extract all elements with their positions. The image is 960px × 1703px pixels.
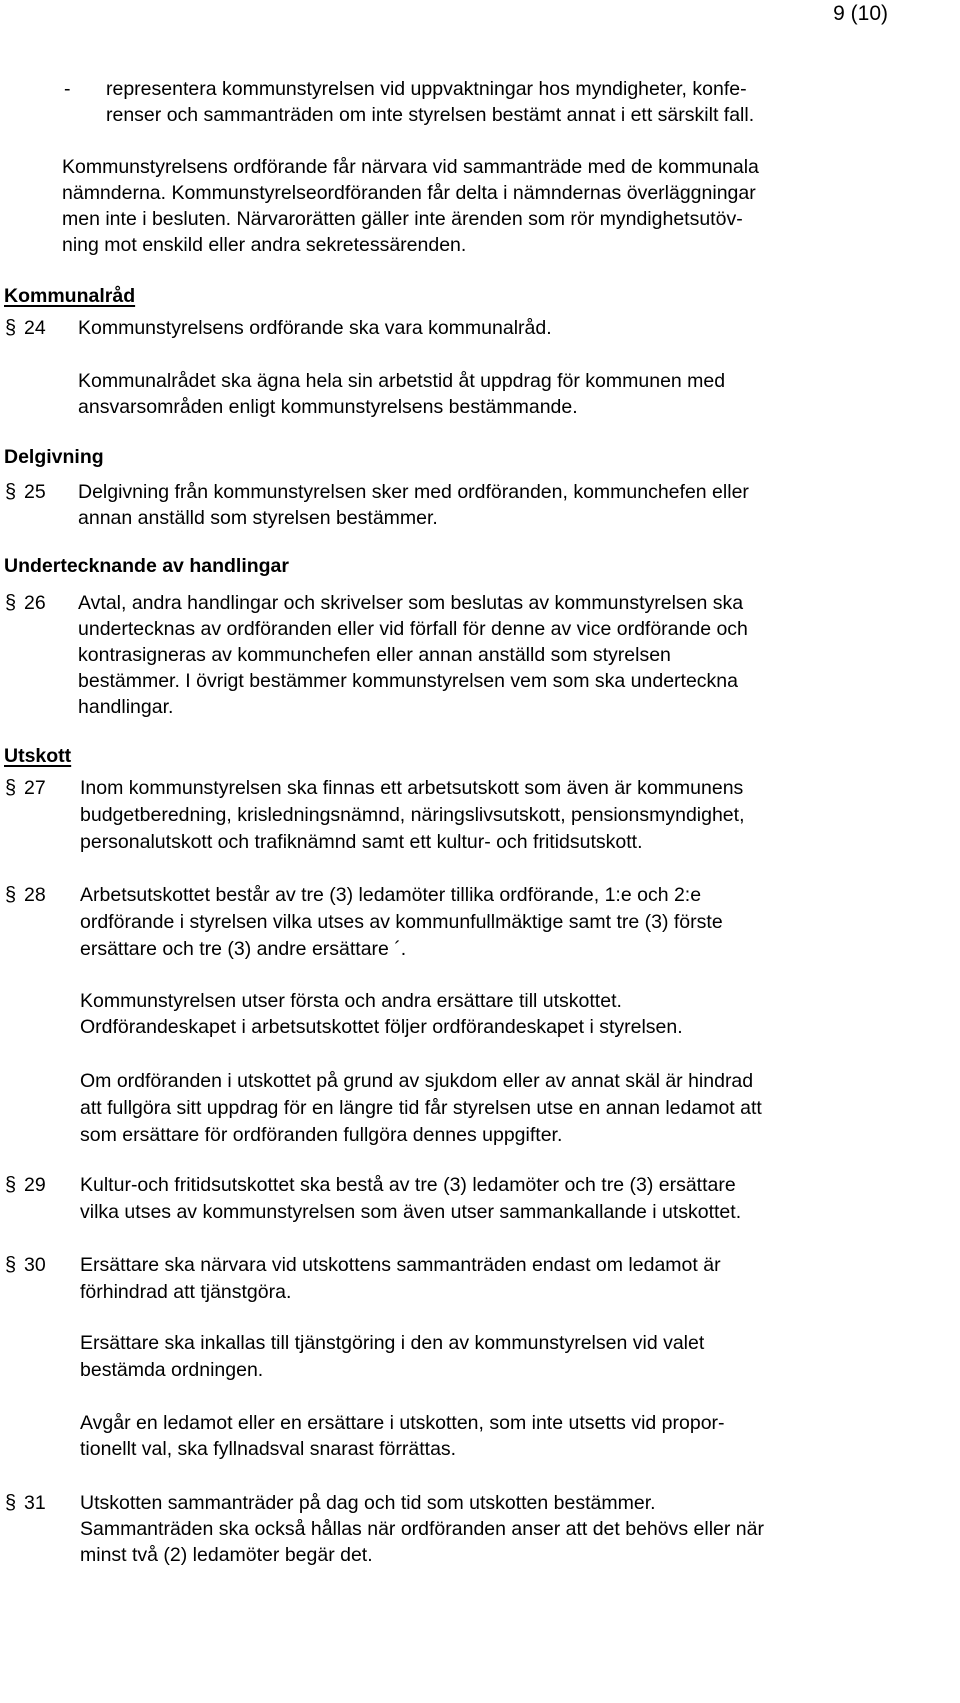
- paragraph-number: 29: [24, 1174, 46, 1196]
- text-line: undertecknas av ordföranden eller vid förfall för denne av vice ordförande och: [78, 618, 748, 640]
- text-line: Kultur-och fritidsutskottet ska bestå av tre (3) ledamöter och tre (3) ersättare: [80, 1174, 736, 1196]
- section-sign: §: [5, 1174, 17, 1196]
- text-line: Kommunstyrelsen utser första och andra ersättare till utskottet.: [80, 990, 622, 1012]
- text-line: Ersättare ska inkallas till tjänstgöring i den av kommunstyrelsen vid valet: [80, 1332, 705, 1354]
- section-sign: §: [5, 777, 17, 799]
- text-line: ordförande i styrelsen vilka utses av kommunfullmäktige samt tre (3) förste: [80, 911, 723, 933]
- text-line: budgetberedning, krisledningsnämnd, näringslivsutskott, pensionsmyndighet,: [80, 804, 745, 826]
- section-sign: §: [5, 317, 17, 339]
- text-line: bestämmer. I övrigt bestämmer kommunstyrelsen vem som ska underteckna: [78, 670, 738, 692]
- text-line: Delgivning från kommunstyrelsen sker med ordföranden, kommunchefen eller: [78, 481, 749, 503]
- text-line: Ordförandeskapet i arbetsutskottet följer ordförandeskapet i styrelsen.: [80, 1016, 683, 1038]
- paragraph-number: 27: [24, 777, 46, 799]
- text-line: personalutskott och trafiknämnd samt ett kultur- och fritidsutskott.: [80, 831, 643, 853]
- section-sign: §: [5, 1492, 17, 1514]
- text-line: ersättare och tre (3) andre ersättare ´.: [80, 938, 407, 960]
- section-sign: §: [5, 1254, 17, 1276]
- text-line: Avgår en ledamot eller en ersättare i utskotten, som inte utsetts vid propor-: [80, 1412, 725, 1434]
- text-line: nämnderna. Kommunstyrelseordföranden får delta i nämndernas överläggningar: [62, 182, 756, 204]
- text-line: representera kommunstyrelsen vid uppvaktningar hos myndigheter, konfe-: [106, 78, 747, 100]
- text-line: Sammanträden ska också hållas när ordföranden anser att det behövs eller när: [80, 1518, 764, 1540]
- text-line: Inom kommunstyrelsen ska finnas ett arbetsutskott som även är kommunens: [80, 777, 744, 799]
- text-line: ansvarsområden enligt kommunstyrelsens bestämmande.: [78, 396, 578, 418]
- text-line: Om ordföranden i utskottet på grund av sjukdom eller av annat skäl är hindrad: [80, 1070, 754, 1092]
- text-line: Kommunalrådet ska ägna hela sin arbetstid åt uppdrag för kommunen med: [78, 370, 726, 392]
- text-line: renser och sammanträden om inte styrelsen bestämt annat i ett särskilt fall.: [106, 104, 755, 126]
- text-line: Ersättare ska närvara vid utskottens sammanträden endast om ledamot är: [80, 1254, 721, 1276]
- page-number: 9 (10): [833, 2, 888, 25]
- section-sign: §: [5, 884, 17, 906]
- section-heading-delgivning: Delgivning: [4, 446, 104, 468]
- text-line: annan anställd som styrelsen bestämmer.: [78, 507, 438, 529]
- text-line: ning mot enskild eller andra sekretessärenden.: [62, 234, 467, 256]
- text-line: men inte i besluten. Närvarorätten gäller inte ärenden som rör myndighetsutöv-: [62, 208, 743, 230]
- text-line: Avtal, andra handlingar och skrivelser som beslutas av kommunstyrelsen ska: [78, 592, 744, 614]
- text-line: förhindrad att tjänstgöra.: [80, 1281, 292, 1303]
- section-sign: §: [5, 592, 17, 614]
- text-line: Arbetsutskottet består av tre (3) ledamöter tillika ordförande, 1:e och 2:e: [80, 884, 702, 906]
- text-line: vilka utses av kommunstyrelsen som även utser sammankallande i utskottet.: [80, 1201, 742, 1223]
- paragraph-number: 26: [24, 592, 46, 614]
- text-line: Kommunstyrelsens ordförande ska vara kommunalråd.: [78, 317, 552, 339]
- text-line: minst två (2) ledamöter begär det.: [80, 1544, 373, 1566]
- text-line: handlingar.: [78, 696, 174, 718]
- text-line: att fullgöra sitt uppdrag för en längre tid får styrelsen utse en annan ledamot att: [80, 1097, 762, 1119]
- text-line: bestämda ordningen.: [80, 1359, 264, 1381]
- text-line: som ersättare för ordföranden fullgöra dennes uppgifter.: [80, 1124, 563, 1146]
- paragraph-number: 28: [24, 884, 46, 906]
- paragraph-number: 25: [24, 481, 46, 503]
- paragraph-number: 24: [24, 317, 46, 339]
- text-line: Kommunstyrelsens ordförande får närvara vid sammanträde med de kommunala: [62, 156, 759, 178]
- section-sign: §: [5, 481, 17, 503]
- bullet-dash: -: [64, 78, 71, 100]
- paragraph-number: 30: [24, 1254, 46, 1276]
- section-heading-undertecknande: Undertecknande av handlingar: [4, 555, 289, 577]
- section-heading-utskott: Utskott: [4, 745, 72, 767]
- paragraph-number: 31: [24, 1492, 46, 1514]
- text-line: tionellt val, ska fyllnadsval snarast förrättas.: [80, 1438, 457, 1460]
- text-line: kontrasigneras av kommunchefen eller annan anställd som styrelsen: [78, 644, 671, 666]
- section-heading-kommunalrad: Kommunalråd: [4, 285, 136, 307]
- text-line: Utskotten sammanträder på dag och tid som utskotten bestämmer.: [80, 1492, 656, 1514]
